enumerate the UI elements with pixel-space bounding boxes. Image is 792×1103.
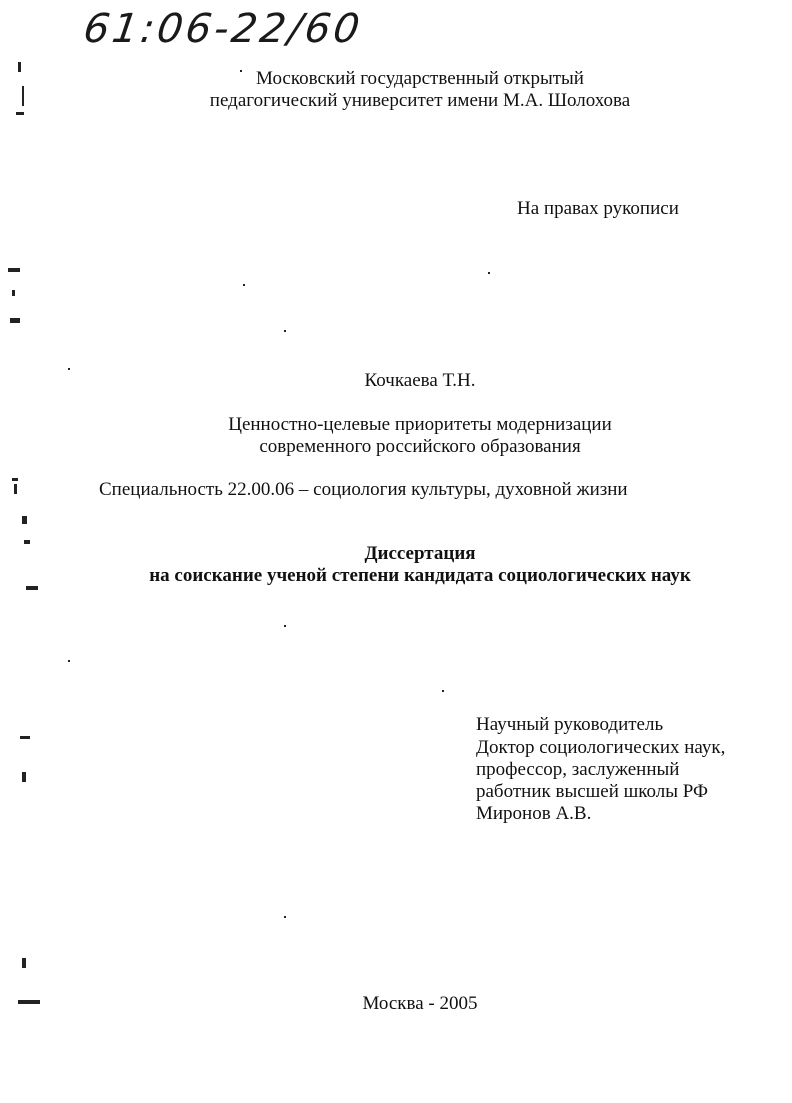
scan-speck [68,368,70,370]
dissertation-heading: Диссертация [364,543,476,564]
scan-speck [68,660,70,662]
scan-speck [284,625,286,627]
dissertation-degree: на соискание ученой степени кандидата социологических наук [149,565,691,586]
institution-line-1: Московский государственный открытый [256,68,584,89]
specialty: Специальность 22.00.06 – социология культуры, духовной жизни [99,479,628,500]
title-line-2: современного российского образования [259,436,581,457]
city-year: Москва - 2005 [362,993,478,1014]
supervisor-line-3: профессор, заслуженный [476,759,680,780]
author-name: Кочкаева Т.Н. [364,370,476,391]
title-line-1: Ценностно-целевые приоритеты модернизации [228,414,612,435]
archive-code-handwritten: 61:06-22/60 [80,6,366,52]
scan-edge-artifacts [0,0,40,1103]
supervisor-line-2: Доктор социологических наук, [476,737,726,758]
scan-speck [243,284,245,286]
scan-speck [442,690,444,692]
supervisor-line-1: Научный руководитель [476,714,664,735]
scan-speck [488,272,490,274]
scan-speck [284,916,286,918]
scan-speck [240,70,242,72]
supervisor-line-4: работник высшей школы РФ [476,781,709,802]
scan-speck [284,330,286,332]
manuscript-rights: На правах рукописи [517,198,679,219]
institution-line-2: педагогический университет имени М.А. Шолохова [209,90,631,111]
supervisor-line-5: Миронов А.В. [476,803,592,824]
